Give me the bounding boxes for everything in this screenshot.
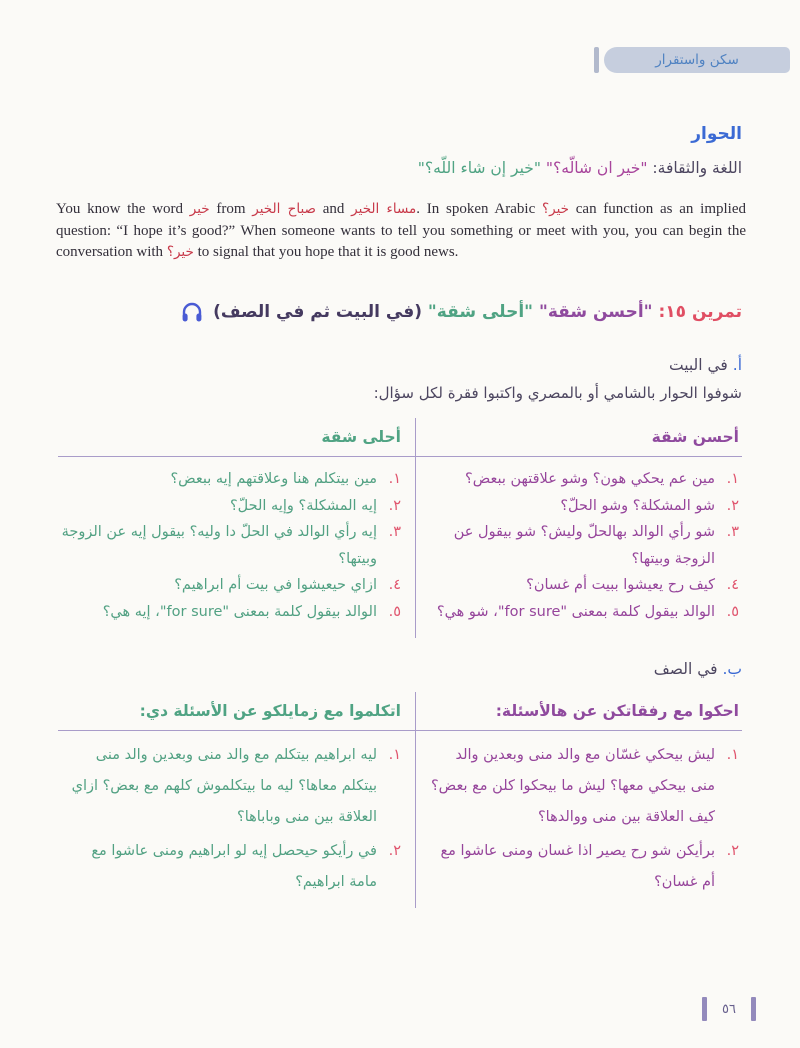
column-masri-header: أحلى شقة: [321, 428, 401, 446]
column-shami-class: [415, 692, 742, 908]
section-a-instruction: شوفوا الحوار بالشامي أو بالمصري واكتبوا فقرة لكل سؤال:: [373, 384, 742, 402]
dialogue-heading: الحوار: [691, 124, 742, 144]
questions-table-home: [58, 418, 742, 638]
chapter-tab-accent-bar: [594, 47, 599, 73]
page-number: ٥٦: [722, 1001, 736, 1017]
question-text: إيه رأي الوالد في الحلّ دا وليه؟ بيقول إيه عن الزوجة وبيتها؟: [61, 524, 377, 567]
table-header-rule: [58, 456, 742, 457]
question-text: مين بيتكلم هنا وعلاقتهم إيه ببعض؟: [170, 471, 377, 487]
question-number: ١.: [726, 747, 739, 763]
text-segment: "خير ان شالّه؟": [545, 159, 648, 177]
language-culture-line: [418, 159, 742, 177]
question-item: [60, 466, 401, 493]
text-segment: You know the word: [56, 201, 190, 217]
section-a-letter: أ.: [732, 356, 742, 374]
question-item: [60, 599, 401, 626]
question-item: [429, 519, 739, 572]
question-text: ازاي حيعيشوا في بيت أم ابراهيم؟: [174, 577, 377, 593]
question-number: ٣.: [388, 524, 401, 540]
column-masri: [58, 418, 415, 638]
masri-question-list: [60, 466, 401, 625]
section-b-heading: [654, 660, 742, 678]
text-segment: خير؟: [166, 244, 194, 260]
footer-bar: [751, 997, 756, 1021]
question-text: إيه المشكلة؟ وإيه الحلّ؟: [229, 497, 377, 514]
table-column-divider: [415, 418, 416, 638]
column-masri-class: [58, 692, 415, 908]
question-item: [429, 493, 739, 520]
section-a-title: في البيت: [668, 356, 733, 374]
question-text: ليه ابراهيم بيتكلم مع والد منى وبعدين والد منى بيتكلم معاها؟ ليه ما بيتكلموش كلهم مع بعض؟ ازاي العلاقة بين منى وباباها؟: [71, 747, 377, 825]
section-a-heading: [669, 356, 742, 374]
question-number: ٤.: [388, 577, 401, 593]
text-segment: to signal that you hope that it is good news.: [193, 244, 459, 260]
column-shami-header: أحسن شقة: [651, 428, 739, 446]
question-number: ١.: [388, 747, 401, 763]
table-column-divider: [415, 692, 416, 908]
column-masri-class-header: اتكلموا مع زمايلكو عن الأسئلة دي:: [139, 702, 401, 720]
question-text: برأيكن شو رح يصير اذا غسان ومنى عاشوا مع أم غسان؟: [440, 843, 715, 890]
question-item: [429, 572, 739, 599]
question-number: ٥.: [388, 603, 401, 620]
question-item: [429, 740, 739, 833]
text-segment: اللغة والثقافة:: [647, 159, 742, 177]
question-text: كيف رح يعيشوا ببيت أم غسان؟: [526, 577, 715, 593]
question-text: شو رأي الوالد بهالحلّ وليش؟ شو بيقول عن الزوجة وبيتها؟: [453, 524, 715, 567]
text-segment: خير؟: [541, 201, 570, 217]
text-segment: "خير إن شاء اللّه؟": [417, 159, 541, 177]
question-text: شو المشكلة؟ وشو الحلّ؟: [560, 497, 715, 514]
column-shami-class-header: احكوا مع رفقاتكن عن هالأسئلة:: [495, 702, 739, 720]
text-segment: "أحلى شقة": [427, 302, 534, 322]
shami-class-question-list: [429, 740, 739, 898]
question-number: ١.: [726, 471, 739, 487]
text-segment: "أحسن شقة": [538, 302, 653, 322]
headphones-icon: [180, 300, 204, 324]
section-b-title: في الصف: [653, 660, 723, 678]
question-number: ٣.: [726, 524, 739, 540]
question-text: مين عم يحكي هون؟ وشو علاقتهن ببعض؟: [465, 471, 715, 487]
question-item: [60, 836, 401, 898]
question-item: [60, 572, 401, 599]
question-text: ليش بيحكي غسّان مع والد منى وبعدين والد منى بيحكي معها؟ ليش ما بيحكوا كلن مع بعض؟ كيف العلاقة بين منى ووالدها؟: [430, 747, 715, 825]
question-text: الوالد بيقول كلمة بمعنى "for sure"، شو هي؟: [436, 603, 715, 620]
question-item: [429, 466, 739, 493]
question-number: ٤.: [726, 577, 739, 593]
text-segment: can function as an implied question: “I hope it’s good?” When someone wants to tell you something or meet with you, you can begin the conversation with: [56, 201, 746, 260]
question-item: [429, 599, 739, 626]
question-text: في رأيكو حيحصل إيه لو ابراهيم ومنى عاشوا مع مامة ابراهيم؟: [91, 843, 377, 890]
question-item: [60, 740, 401, 833]
question-number: ٢.: [726, 497, 739, 514]
text-segment: from: [209, 201, 253, 217]
masri-class-question-list: [60, 740, 401, 898]
intro-paragraph: [56, 199, 746, 264]
section-b-letter: ب.: [722, 660, 742, 678]
text-segment: صباح الخير: [252, 201, 317, 217]
exercise-title-text: [213, 302, 742, 322]
footer-bar: [702, 997, 707, 1021]
question-item: [60, 493, 401, 520]
question-number: ٢.: [388, 497, 401, 514]
question-item: [429, 836, 739, 898]
exercise-title: [180, 300, 742, 324]
text-segment: (في البيت ثم في الصف): [213, 302, 428, 322]
question-number: ١.: [388, 471, 401, 487]
page-footer: [702, 997, 756, 1021]
chapter-tab-label: سكن واستقرار: [655, 52, 739, 68]
table-header-rule: [58, 730, 742, 731]
text-segment: مساء الخير: [351, 201, 417, 217]
text-segment: تمرين ١٥:: [652, 302, 742, 322]
questions-table-class: [58, 692, 742, 908]
question-item: [60, 519, 401, 572]
question-text: الوالد بيقول كلمة بمعنى "for sure"، إيه هي؟: [102, 603, 377, 620]
column-shami: [415, 418, 742, 638]
shami-question-list: [429, 466, 739, 625]
question-number: ٢.: [388, 843, 401, 859]
question-number: ٥.: [726, 603, 739, 620]
text-segment: and: [316, 201, 352, 217]
chapter-tab: [604, 47, 790, 73]
text-segment: خير: [189, 201, 210, 217]
text-segment: . In spoken Arabic: [416, 201, 542, 217]
question-number: ٢.: [726, 843, 739, 859]
